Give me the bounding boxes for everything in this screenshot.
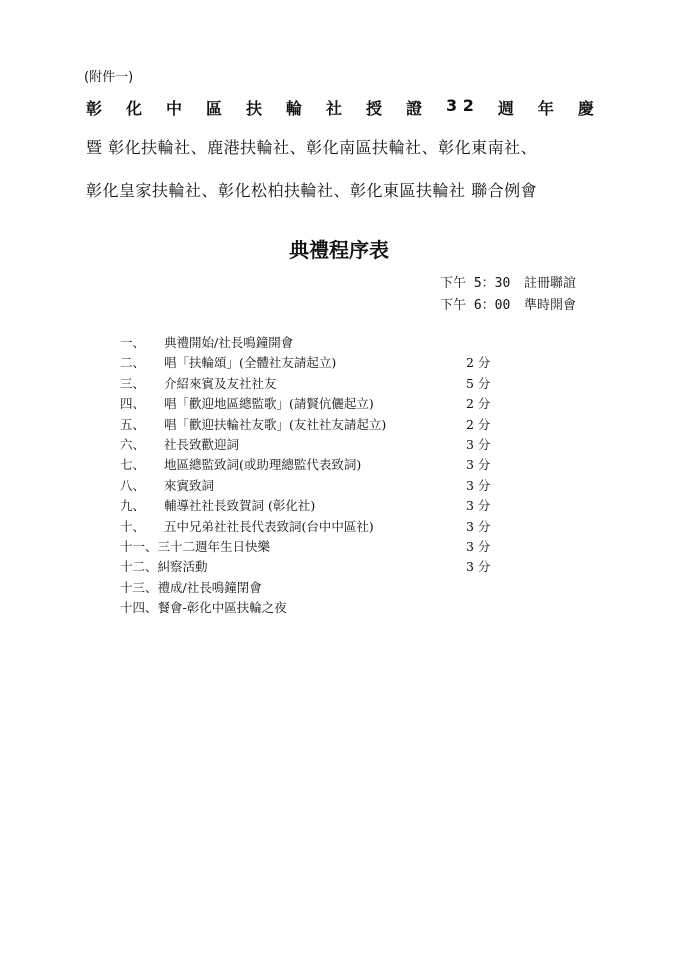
- header-char: 證: [406, 99, 423, 118]
- agenda-item: 唱「歡迎地區總監歌」(請賢伉儷起立): [164, 396, 374, 412]
- schedule-event: 準時開會: [524, 298, 577, 313]
- agenda-item: 十四、餐會-彰化中區扶輪之夜: [120, 600, 287, 616]
- agenda-number: 八、: [120, 477, 146, 493]
- agenda-row: [120, 517, 540, 537]
- agenda-item: 介紹來賓及友社社友: [164, 375, 277, 391]
- agenda-item: 社長致歡迎詞: [164, 436, 240, 452]
- agenda-duration: 5 分: [466, 375, 491, 391]
- agenda-duration: 2 分: [466, 355, 491, 371]
- header-char: 中: [166, 99, 183, 118]
- agenda-item: 輔導社社長致賀詞 (彰化社): [164, 498, 316, 514]
- header-char: 年: [537, 99, 554, 118]
- header-char: 週: [497, 99, 514, 118]
- agenda-list: [120, 333, 540, 618]
- agenda-number: 十、: [120, 518, 146, 534]
- schedule-time: 下午 5：30: [440, 276, 511, 291]
- agenda-number: 四、: [120, 396, 146, 412]
- header-line-1: [86, 96, 594, 119]
- agenda-row: [120, 578, 540, 598]
- agenda-item: 五中兄弟社社長代表致詞(台中中區社): [164, 518, 374, 534]
- header-line-3: 彰化皇家扶輪社、彰化松柏扶輪社、彰化東區扶輪社 聯合例會: [86, 181, 538, 200]
- agenda-row: [120, 455, 540, 475]
- header-char: 化: [126, 99, 143, 118]
- agenda-number: 一、: [120, 335, 146, 350]
- agenda-duration: 3 分: [466, 538, 491, 554]
- schedule-time: 下午 6：00: [440, 298, 511, 313]
- header-char: 彰: [86, 99, 103, 118]
- agenda-row: [120, 333, 540, 353]
- agenda-duration: 3 分: [466, 518, 491, 534]
- header-number: 3 2: [446, 96, 474, 115]
- agenda-row: [120, 557, 540, 577]
- agenda-number: 五、: [120, 416, 146, 432]
- agenda-row: [120, 353, 540, 373]
- agenda-item: 唱「扶輪頌」(全體社友請起立): [164, 355, 337, 371]
- agenda-item: 十二、糾察活動: [120, 559, 208, 575]
- agenda-number: 九、: [120, 498, 146, 514]
- agenda-duration: 3 分: [466, 457, 491, 473]
- agenda-number: 二、: [120, 355, 146, 371]
- header-char: 輪: [286, 99, 303, 118]
- agenda-row: [120, 394, 540, 414]
- header-char: 區: [206, 99, 223, 118]
- agenda-duration: 3 分: [466, 477, 491, 493]
- page-title: 典禮程序表: [289, 238, 389, 262]
- agenda-duration: 3 分: [466, 559, 491, 575]
- schedule-event: 註冊聯誼: [524, 276, 577, 291]
- agenda-row: [120, 598, 540, 618]
- agenda-row: [120, 537, 540, 557]
- header-char: 授: [366, 99, 383, 118]
- agenda-item: 十三、禮成/社長鳴鐘閉會: [120, 579, 262, 595]
- agenda-item: 地區總監致詞(或助理總監代表致詞): [164, 457, 362, 473]
- agenda-row: [120, 374, 540, 394]
- agenda-row: [120, 476, 540, 496]
- agenda-number: 三、: [120, 375, 146, 391]
- agenda-number: 七、: [120, 457, 146, 473]
- attachment-label: (附件一): [84, 70, 134, 85]
- schedule-row: [440, 272, 576, 291]
- agenda-row: [120, 496, 540, 516]
- agenda-number: 六、: [120, 436, 146, 452]
- schedule-row: [440, 294, 576, 313]
- agenda-item: 十一、三十二週年生日快樂: [120, 538, 271, 554]
- agenda-item: 唱「歡迎扶輪社友歌」(友社社友請起立): [164, 416, 387, 432]
- header-char: 扶: [246, 99, 263, 118]
- header-char: 社: [326, 99, 343, 118]
- agenda-row: [120, 415, 540, 435]
- agenda-row: [120, 435, 540, 455]
- header-line-2: 暨 彰化扶輪社、鹿港扶輪社、彰化南區扶輪社、彰化東南社、: [86, 138, 538, 157]
- agenda-duration: 2 分: [466, 416, 491, 432]
- agenda-item: 來賓致詞: [164, 477, 215, 493]
- agenda-duration: 3 分: [466, 436, 491, 452]
- agenda-duration: 2 分: [466, 396, 491, 412]
- agenda-duration: 3 分: [466, 498, 491, 514]
- header-char: 慶: [577, 99, 594, 118]
- agenda-item: 典禮開始/社長鳴鐘開會: [164, 335, 294, 350]
